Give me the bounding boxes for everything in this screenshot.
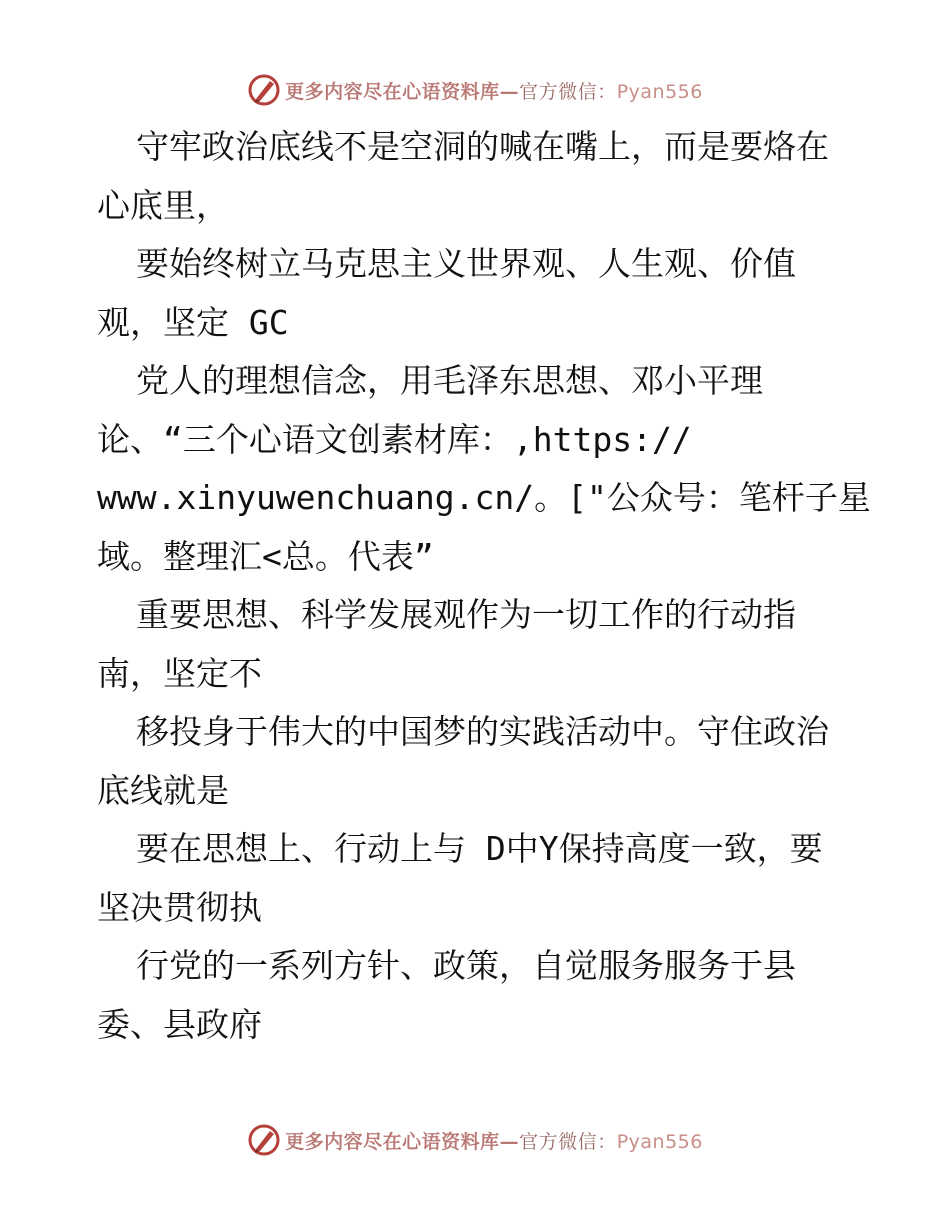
text-line: 守牢政治底线不是空洞的喊在嘴上，而是要烙在 [136,127,829,166]
text-line: 要在思想上、行动上与 D中Y保持高度一致，要 [136,829,823,868]
text-line: 委、县政府 [97,1004,262,1044]
text-line: 坚决贯彻执 [97,887,262,927]
text-line: 域。整理汇<总。代表” [97,536,434,576]
text-line: 行党的一系列方针、政策，自觉服务服务于县 [136,946,796,985]
footer-banner-text: 更多内容尽在心语资料库—官方微信：Pyan556 [285,1130,703,1153]
text-line: 底线就是 [97,770,229,810]
text-line: 观，坚定 GC [97,302,289,342]
text-line: 心底里， [97,185,229,225]
text-line: 重要思想、科学发展观作为一切工作的行动指 [136,595,796,634]
text-line: 论、“三个心语文创素材库：,https:// [97,419,692,459]
pen-circle-logo-icon [247,73,281,107]
text-line: 要始终树立马克思主义世界观、人生观、价值 [136,244,796,283]
footer-banner [0,1120,950,1160]
header-banner-text: 更多内容尽在心语资料库—官方微信：Pyan556 [285,80,703,103]
text-line: 南，坚定不 [97,653,262,693]
text-line: 移投身于伟大的中国梦的实践活动中。守住政治 [136,712,829,751]
text-line: 党人的理想信念，用毛泽东思想、邓小平理 [136,361,763,400]
document-body [97,118,877,1054]
pen-circle-logo-icon [247,1123,281,1157]
header-banner [0,70,950,110]
text-line: www.xinyuwenchuang.cn/。["公众号：笔杆子星 [97,478,871,517]
